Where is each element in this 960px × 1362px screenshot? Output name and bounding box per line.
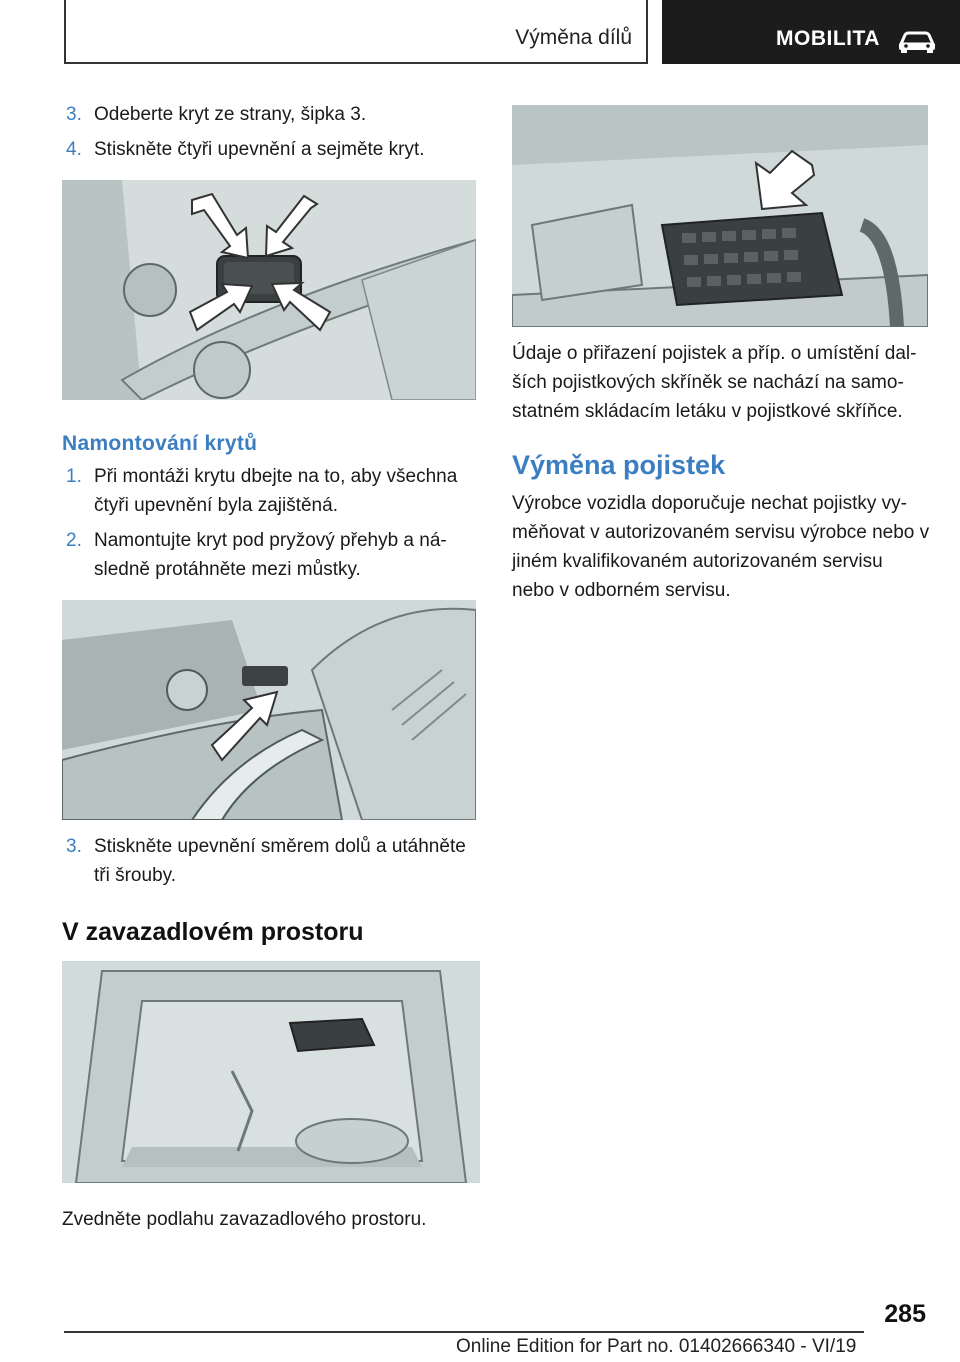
- header-section-frame: [64, 0, 648, 64]
- fuses-recommendation-text: Výrobce vozidla doporučuje nechat pojistky vyměňovat v autorizovaném servisu výrobce nebo v jiném kvalifikovaném autorizovaném servisu nebo v odborném servisu.: [512, 493, 930, 601]
- step-text: Stiskněte čtyři upevnění a sejměte kryt.: [94, 139, 425, 160]
- left-column: [62, 100, 478, 1234]
- step-text: Namontujte kryt pod pryžový přehyb a následně protáhněte mezi můstky.: [94, 530, 447, 580]
- figure-cover-install: [62, 600, 476, 820]
- step-text: Odeberte kryt ze strany, šipka 3.: [94, 104, 367, 125]
- heading-trunk: V zavazadlovém prostoru: [62, 918, 364, 946]
- chapter-title: MOBILITA: [776, 27, 880, 50]
- car-icon: [897, 28, 937, 54]
- step-number: 2.: [66, 530, 82, 551]
- step-item: [62, 135, 478, 164]
- step-number: 3.: [66, 836, 82, 857]
- step-number: 4.: [66, 139, 82, 160]
- figure-fuse-box: [512, 105, 928, 327]
- step-text: Při montáži krytu dbejte na to, aby všechna čtyři upevnění byla zajištěná.: [94, 466, 458, 516]
- right-column: [512, 100, 930, 605]
- step-item: [62, 526, 478, 584]
- step-text: Stiskněte upevnění směrem dolů a utáhněte tři šrouby.: [94, 836, 466, 886]
- step-number: 1.: [66, 466, 82, 487]
- chapter-tab[interactable]: [662, 0, 960, 64]
- heading-replace-fuses: Výměna pojistek: [512, 450, 726, 480]
- step-number: 3.: [66, 104, 82, 125]
- page-number: 285: [884, 1300, 926, 1328]
- caption-trunk: Zvedněte podlahu zavazadlového prostoru.: [62, 1209, 427, 1230]
- fuse-info-text: Údaje o přiřazení pojistek a příp. o umístění dalších pojistkových skříněk se nachází na samostatném skládacím letáku v pojistkové skříňce.: [512, 343, 917, 422]
- footer-edition: Online Edition for Part no. 01402666340 - VI/19: [456, 1336, 857, 1357]
- step-item: [62, 462, 478, 520]
- figure-trunk-floor: [62, 961, 480, 1183]
- figure-cover-fasteners: [62, 180, 476, 400]
- section-title: Výměna dílů: [515, 26, 632, 49]
- subheading-mount-covers: Namontování krytů: [62, 432, 258, 455]
- step-item: [62, 100, 478, 129]
- footer-divider: [64, 1331, 864, 1333]
- step-item: [62, 832, 478, 890]
